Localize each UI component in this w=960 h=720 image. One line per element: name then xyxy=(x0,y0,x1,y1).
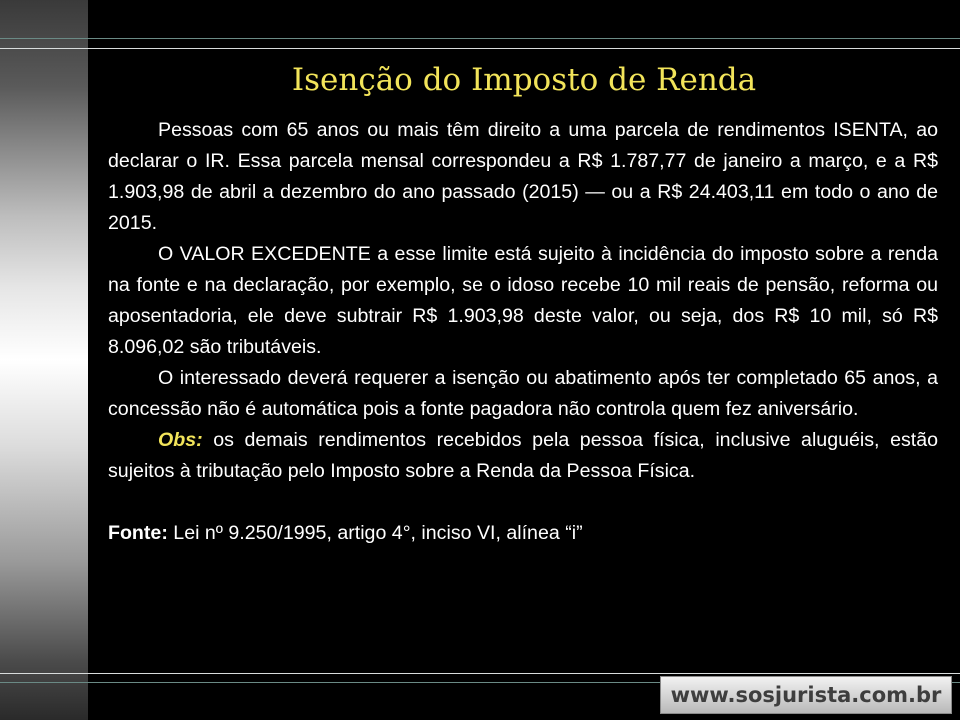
top-rule-outer xyxy=(0,38,960,39)
paragraph-fonte xyxy=(108,518,938,549)
left-gradient-band xyxy=(0,0,88,720)
obs-label: Obs: xyxy=(158,429,203,451)
top-rule-inner xyxy=(0,48,960,49)
site-watermark: www.sosjurista.com.br xyxy=(660,676,952,714)
obs-text: os demais rendimentos recebidos pela pessoa física, inclusive aluguéis, estão sujeitos à tributação pelo Imposto sobre a Renda da Pessoa Física. xyxy=(108,429,938,482)
slide-body xyxy=(108,115,938,549)
paragraph-excedente: O VALOR EXCEDENTE a esse limite está sujeito à incidência do imposto sobre a renda na fonte e na declaração, por exemplo, se o idoso recebe 10 mil reais de pensão, reforma ou aposentadoria, ele deve subtrair R$ 1.903,98 deste valor, ou seja, dos R$ 10 mil, só R$ 8.096,02 são tributáveis. xyxy=(108,243,938,358)
slide-title: Isenção do Imposto de Renda xyxy=(291,62,757,98)
fonte-label: Fonte: xyxy=(108,522,168,544)
fonte-text: Lei nº 9.250/1995, artigo 4°, inciso VI, alínea “i” xyxy=(167,522,583,544)
paragraph-isencao: Pessoas com 65 anos ou mais têm direito a uma parcela de rendimentos ISENTA, ao declarar o IR. Essa parcela mensal correspondeu a R$ 1.787,77 de janeiro a março, e a R$ 1.903,98 de abril a dezembro do ano passado (2015) — ou a R$ 24.403,11 em todo o ano de 2015. xyxy=(108,119,938,234)
bottom-rule-inner xyxy=(0,673,960,674)
paragraph-requerimento: O interessado deverá requerer a isenção ou abatimento após ter completado 65 anos, a concessão não é automática pois a fonte pagadora não controla quem fez aniversário. xyxy=(108,367,938,420)
paragraph-obs xyxy=(108,425,938,487)
